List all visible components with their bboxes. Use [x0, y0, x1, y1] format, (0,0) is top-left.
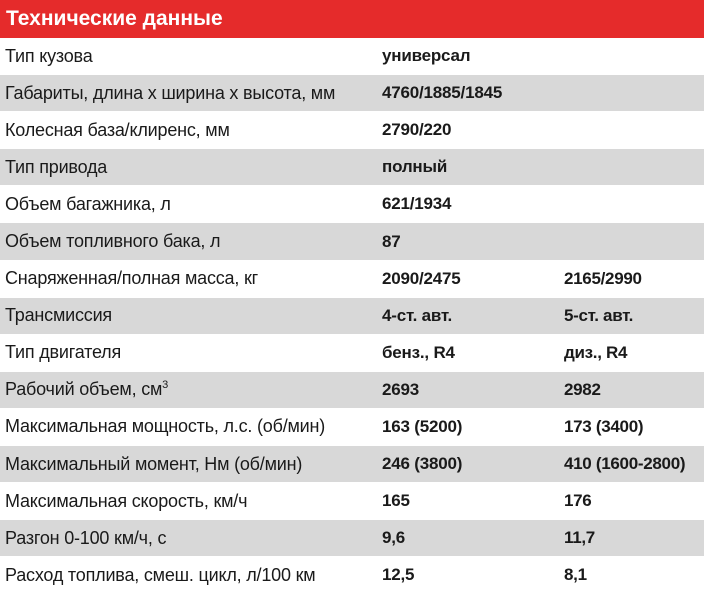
row-label: Тип привода	[5, 156, 108, 177]
row-value-1: 2693	[382, 379, 420, 399]
table-row	[0, 520, 704, 557]
row-label: Габариты, длина х ширина х высота, мм	[5, 82, 336, 103]
row-value-2: 173 (3400)	[564, 416, 644, 436]
row-value-2: 410 (1600-2800)	[564, 454, 686, 474]
table-row	[0, 223, 704, 260]
table-row	[0, 112, 704, 149]
row-value-1: 9,6	[382, 528, 406, 548]
table-row	[0, 335, 704, 372]
row-label: Колесная база/клиренс, мм	[5, 119, 230, 140]
row-value-1: 246 (3800)	[382, 454, 463, 474]
row-value-1: 621/1934	[382, 194, 452, 214]
table-row	[0, 298, 704, 335]
row-value-1: 4760/1885/1845	[382, 83, 503, 103]
table-row	[0, 409, 704, 446]
row-value-1: 12,5	[382, 565, 415, 585]
row-value-1: 163 (5200)	[382, 416, 463, 436]
row-value-1: 2090/2475	[382, 268, 461, 288]
row-label: Максимальная мощность, л.с. (об/мин)	[5, 416, 326, 437]
row-value-2: 176	[564, 491, 592, 511]
row-label: Объем багажника, л	[5, 193, 171, 214]
row-value-2: 8,1	[564, 565, 587, 585]
superscript: 3	[162, 379, 169, 392]
row-label: Объем топливного бака, л	[5, 231, 221, 252]
row-label: Рабочий объем, см	[5, 379, 163, 400]
row-value-1: бенз., R4	[382, 342, 455, 362]
table-title: Технические данные	[0, 0, 704, 38]
table-row	[0, 186, 704, 223]
row-value-2: 5-ст. авт.	[564, 305, 634, 325]
row-label: Максимальный момент, Нм (об/мин)	[5, 453, 303, 474]
table-row	[0, 557, 704, 594]
row-label: Тип кузова	[5, 45, 93, 66]
table-row	[0, 483, 704, 520]
row-value-1: 165	[382, 491, 410, 511]
row-label: Трансмиссия	[5, 305, 112, 326]
row-value-1: 2790/220	[382, 120, 452, 140]
row-label: Снаряженная/полная масса, кг	[5, 268, 259, 289]
table-row	[0, 38, 704, 75]
table-row	[0, 372, 704, 409]
row-value-1: полный	[382, 157, 448, 177]
table-row	[0, 261, 704, 298]
row-value-2: 2982	[564, 379, 601, 399]
row-value-2: 2165/2990	[564, 268, 642, 288]
row-value-1: универсал	[382, 46, 471, 66]
row-value-2: диз., R4	[564, 342, 628, 362]
row-label-wrapper	[0, 379, 382, 400]
table-row	[0, 75, 704, 112]
row-value-1: 87	[382, 231, 401, 251]
row-label: Максимальная скорость, км/ч	[5, 490, 248, 511]
row-value-2: 11,7	[564, 528, 595, 548]
row-value-1: 4-ст. авт.	[382, 305, 453, 325]
table-row	[0, 446, 704, 483]
spec-rows	[0, 38, 704, 594]
row-label: Тип двигателя	[5, 342, 122, 363]
table-row	[0, 149, 704, 186]
row-label: Расход топлива, смеш. цикл, л/100 км	[5, 564, 316, 585]
row-label: Разгон 0-100 км/ч, с	[5, 527, 167, 548]
